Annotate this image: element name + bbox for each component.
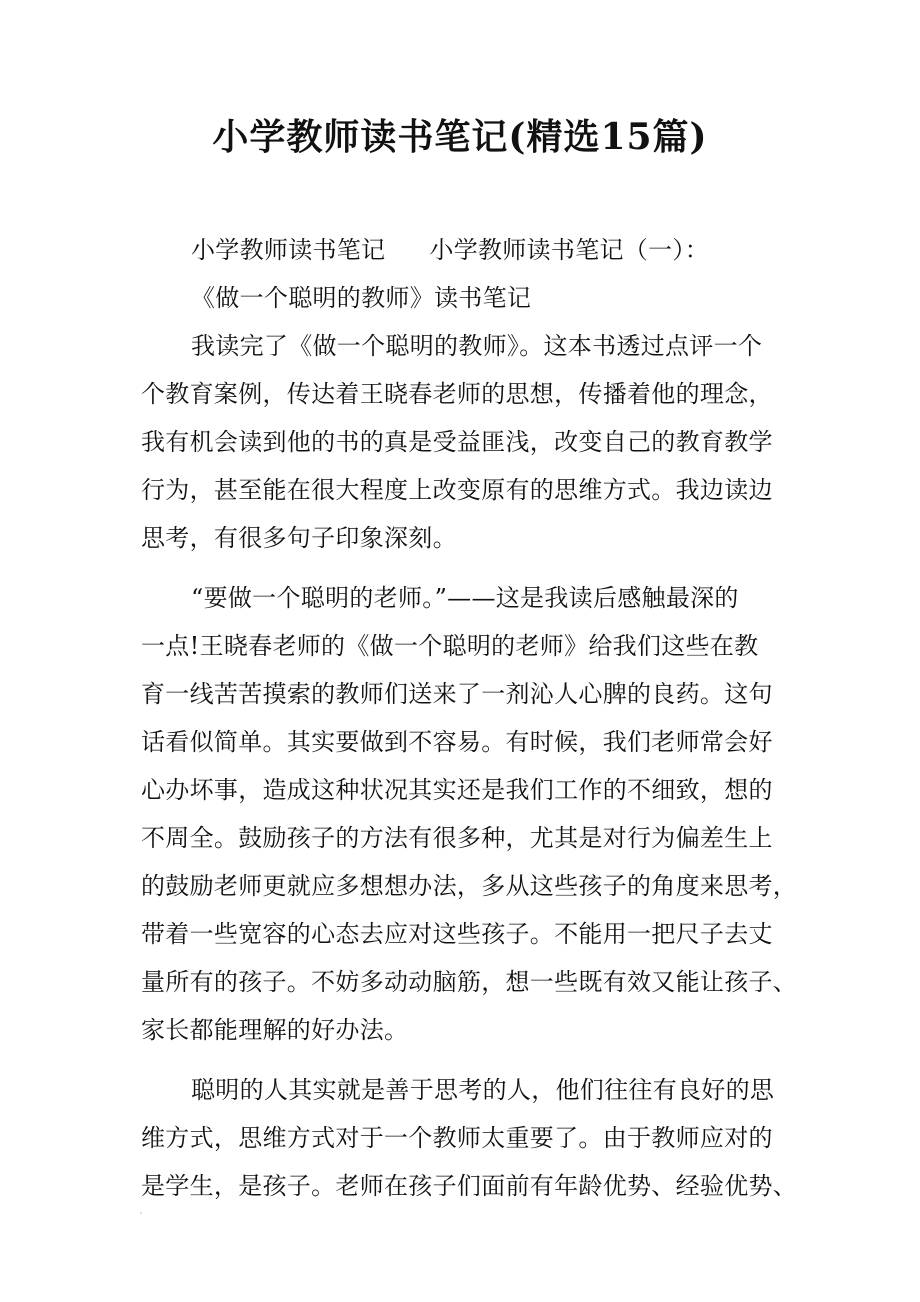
paragraph-line: 个教育案例，传达着王晓春老师的思想，传播着他的理念， <box>141 380 773 408</box>
paragraph-line: 不周全。鼓励孩子的方法有很多种，尤其是对行为偏差生上 <box>141 824 773 852</box>
paragraph-line: 心办坏事，造成这种状况其实还是我们工作的不细致，想的 <box>141 776 773 804</box>
paragraph-line: “要做一个聪明的老师。”——这是我读后感触最深的 <box>191 584 739 612</box>
document-body <box>141 226 798 1210</box>
paragraph-line: 是学生，是孩子。老师在孩子们面前有年龄优势、经验优势、 <box>141 1172 798 1200</box>
paragraph-line: 育一线苦苦摸索的教师们送来了一剂沁人心脾的良药。这句 <box>141 680 773 708</box>
book-title-line: 《做一个聪明的教师》读书笔记 <box>191 284 532 312</box>
paragraph-2 <box>141 574 798 1054</box>
paragraph-3 <box>141 1066 798 1210</box>
header-left: 小学教师读书笔记 <box>191 236 386 264</box>
paragraph-line: 一点!王晓春老师的《做一个聪明的老师》给我们这些在教 <box>141 632 759 660</box>
paragraph-line: 带着一些宽容的心态去应对这些孩子。不能用一把尺子去丈 <box>141 920 773 948</box>
paragraph-1 <box>141 322 791 562</box>
header-line <box>141 226 791 274</box>
page-corner-mark <box>140 1212 142 1214</box>
paragraph-line: 行为，甚至能在很大程度上改变原有的思维方式。我边读边 <box>141 476 773 504</box>
paragraph-line: 的鼓励老师更就应多想想办法，多从这些孩子的角度来思考， <box>141 872 798 900</box>
paragraph-line: 聪明的人其实就是善于思考的人，他们往往有良好的思 <box>191 1076 775 1104</box>
paragraph-line: 量所有的孩子。不妨多动动脑筋，想一些既有效又能让孩子、 <box>141 968 798 996</box>
document-title: 小学教师读书笔记(精选15篇) <box>212 116 708 158</box>
paragraph-line: 维方式，思维方式对于一个教师太重要了。由于教师应对的 <box>141 1124 773 1152</box>
paragraph-line: 我有机会读到他的书的真是受益匪浅，改变自己的教育教学 <box>141 428 773 456</box>
paragraph-line: 我读完了《做一个聪明的教师》。这本书透过点评一个 <box>191 332 763 360</box>
paragraph-line: 思考，有很多句子印象深刻。 <box>141 524 457 552</box>
paragraph-line: 家长都能理解的好办法。 <box>141 1016 409 1044</box>
header-right: 小学教师读书笔记（一）： <box>429 236 710 264</box>
paragraph-line: 话看似简单。其实要做到不容易。有时候，我们老师常会好 <box>141 728 773 756</box>
